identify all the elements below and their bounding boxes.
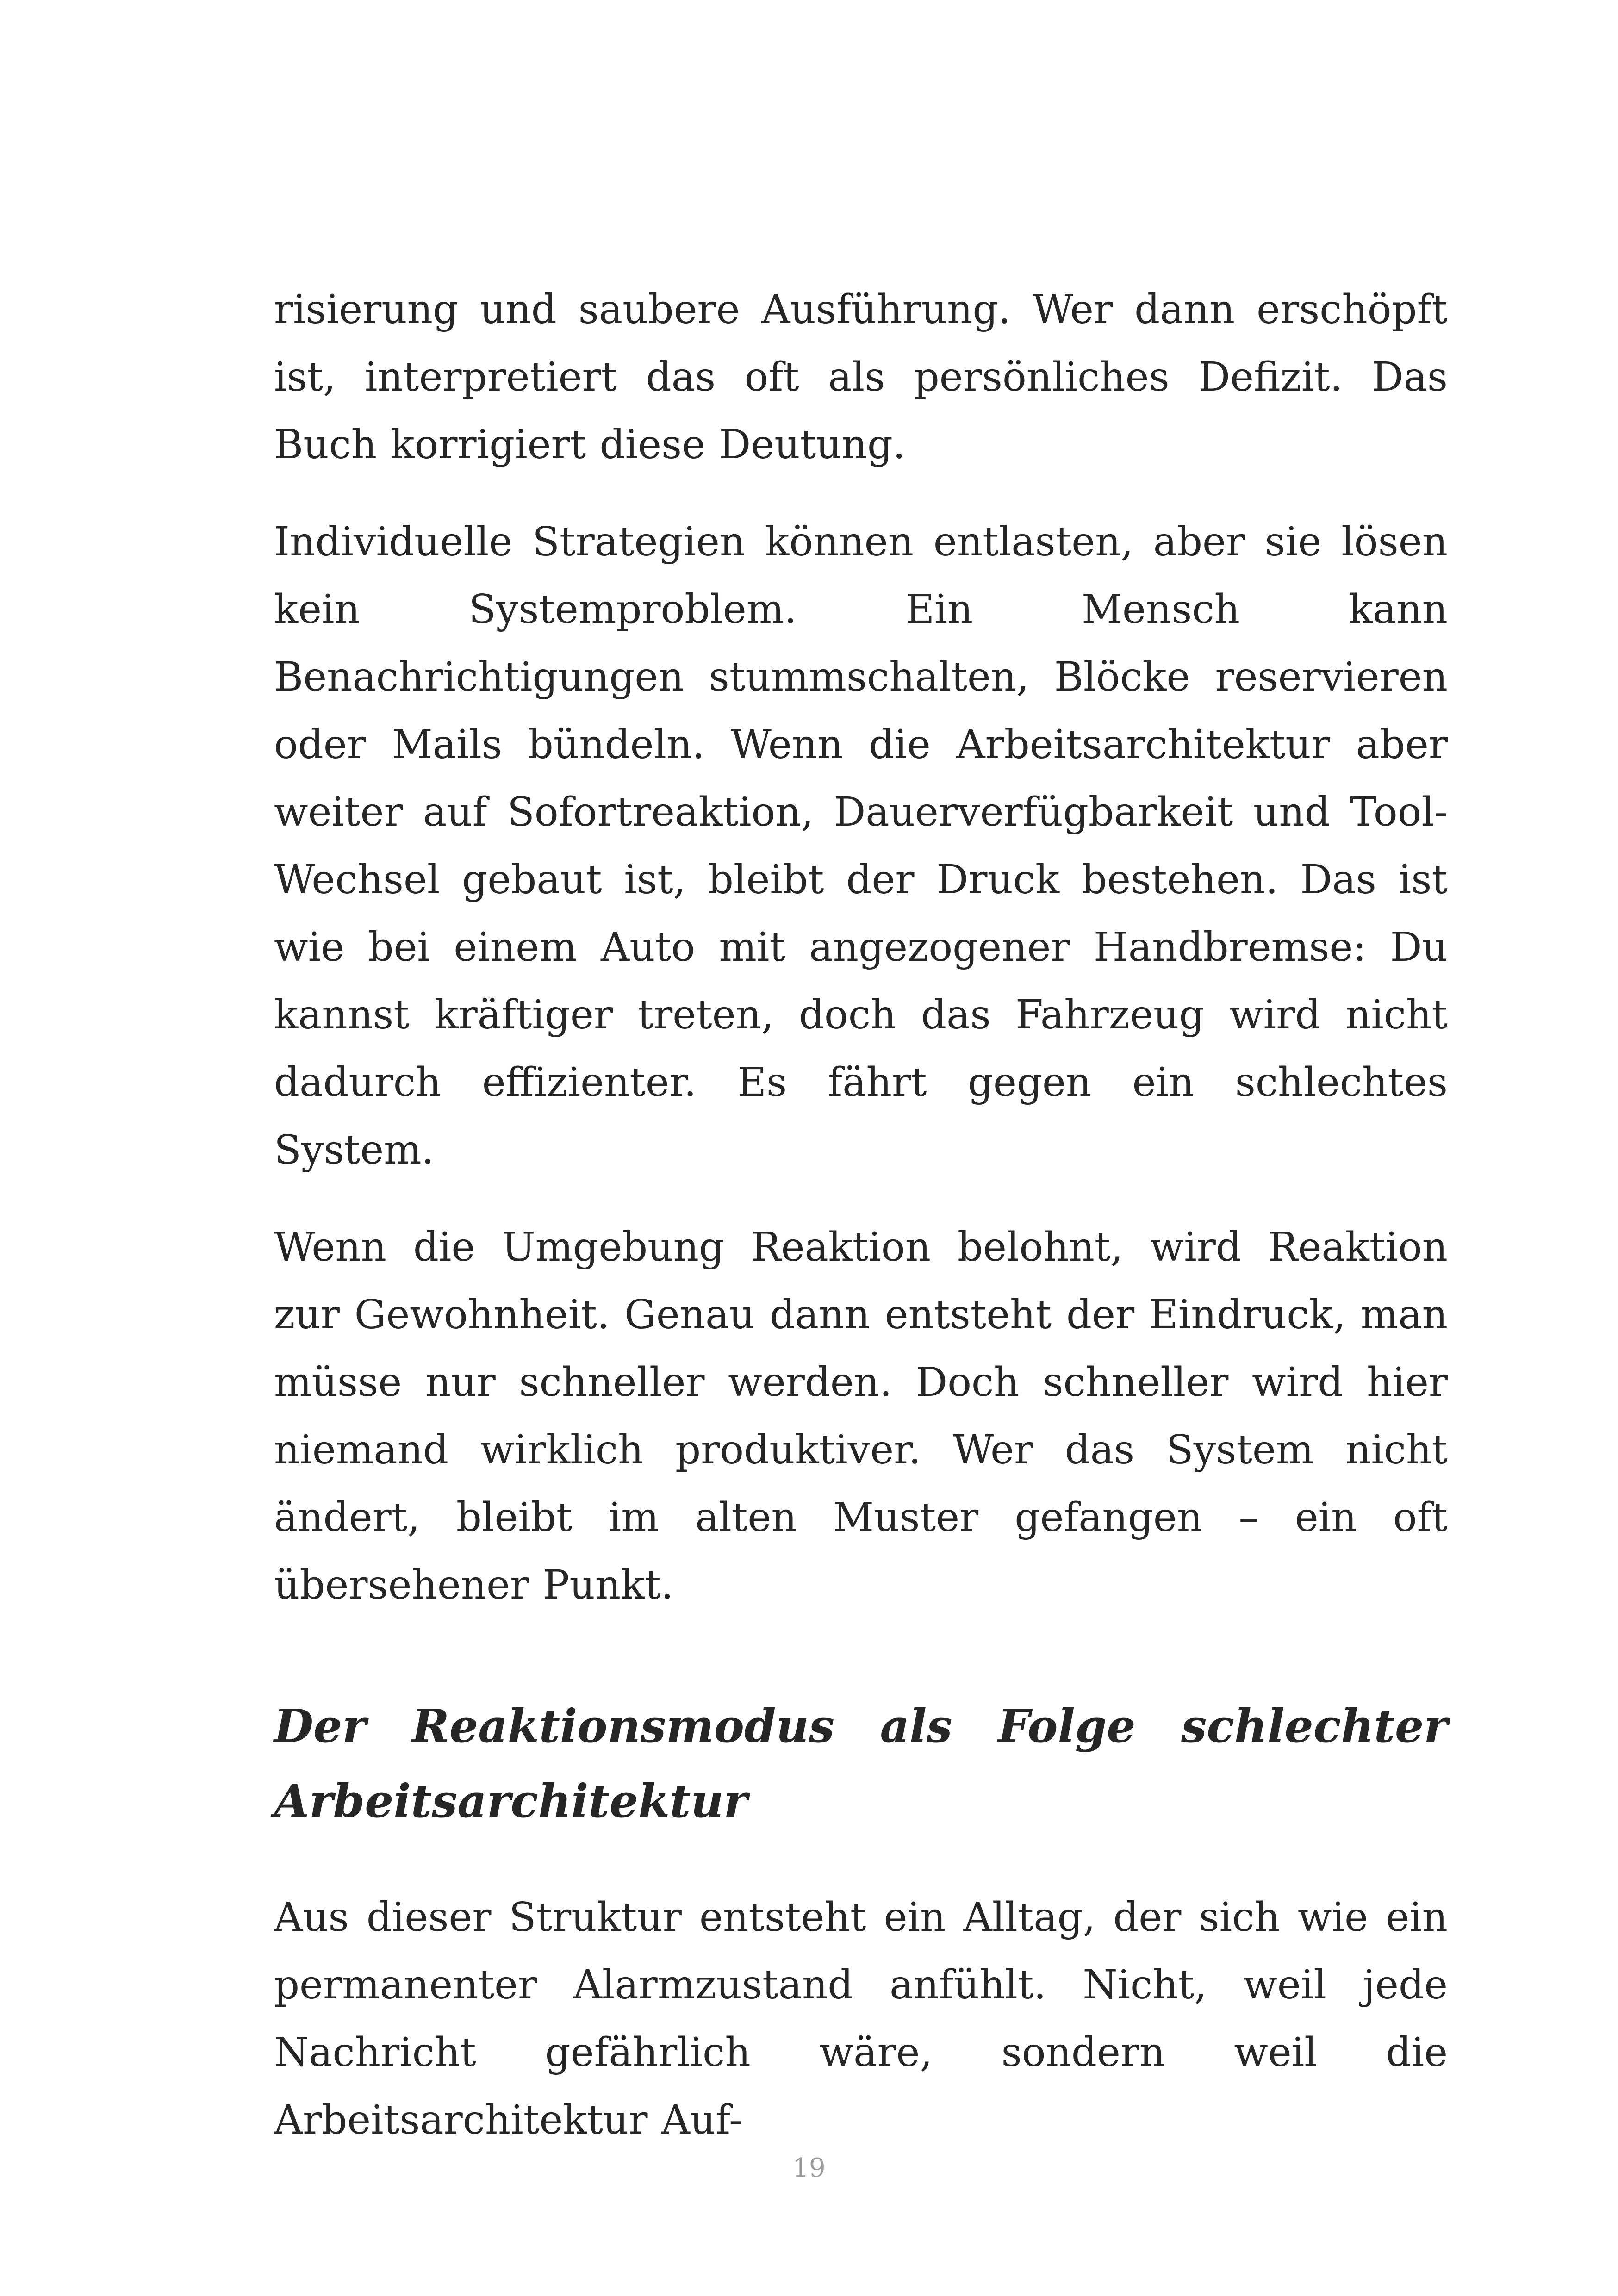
paragraph-2: Individuelle Strategien können entlasten, aber sie lösen kein Systemproblem. Ein Mensch kann Benachrichtigungen stummschalten, Blöcke reservieren oder Mails bündeln. Wenn die Arbeitsarchitektur aber weiter auf Sofortreaktion, Dauerverfügbarkeit und Tool-Wechsel gebaut ist, bleibt der Druck bestehen. Das ist wie bei einem Auto mit angezogener Handbremse: Du kannst kräftiger treten, doch das Fahrzeug wird nicht dadurch effizienter. Es fährt gegen ein schlechtes System.	[274, 519, 1448, 1173]
paragraph-1: risierung und saubere Ausführung. Wer dann erschöpft ist, interpretiert das oft als persönliches Defizit. Das Buch korrigiert diese Deutung.	[274, 286, 1448, 468]
section-heading: Der Reaktionsmodus als Folge schlechter Arbeitsarchitektur	[274, 1700, 1448, 1828]
page-body	[274, 276, 1448, 2154]
paragraph-4: Aus dieser Struktur entsteht ein Alltag, der sich wie ein permanenter Alarmzustand anfühlt. Nicht, weil jede Nachricht gefährlich wäre, sondern weil die Arbeitsarchitektur Auf-	[274, 1894, 1448, 2143]
paragraph-3: Wenn die Umgebung Reaktion belohnt, wird Reaktion zur Gewohnheit. Genau dann entsteht der Eindruck, man müsse nur schneller werden. Doch schneller wird hier niemand wirklich produktiver. Wer das System nicht ändert, bleibt im alten Muster gefangen – ein oft übersehener Punkt.	[274, 1224, 1448, 1608]
page-number: 19	[792, 2153, 826, 2183]
